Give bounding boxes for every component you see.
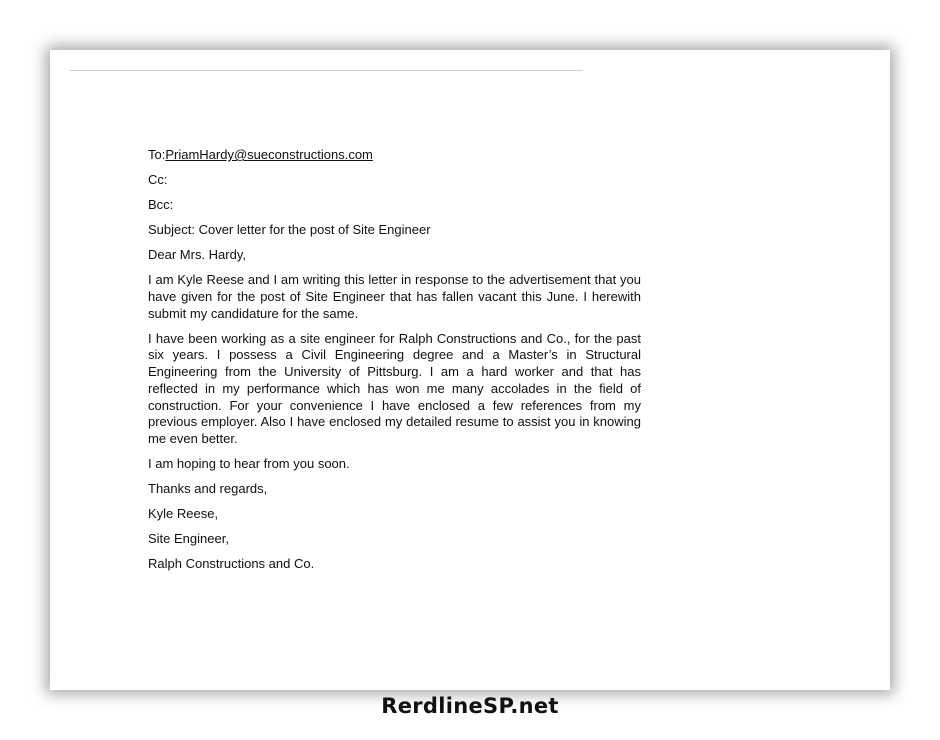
salutation: Dear Mrs. Hardy, <box>148 246 246 262</box>
site-watermark: RerdlineSP.net <box>381 694 559 718</box>
signoff: Thanks and regards, <box>148 481 268 497</box>
document-page <box>50 50 890 690</box>
header-rule <box>70 70 583 71</box>
paragraph-1: I am Kyle Reese and I am writing this letter in response to the advertisement that you have given for the post of Site Engineer that has fallen vacant this June. I herewith submit my candidature for the same. <box>148 271 641 321</box>
to-line <box>148 147 641 164</box>
letter-body <box>148 147 641 581</box>
subject-line: Subject: Cover letter for the post of Site Engineer <box>148 221 431 237</box>
recipient-email-link[interactable]: PriamHardy@sueconstructions.com <box>165 147 373 162</box>
bcc-line: Bcc: <box>148 196 174 212</box>
to-label: To: <box>148 147 166 162</box>
paragraph-2: I have been working as a site engineer for Ralph Constructions and Co., for the past six years. I possess a Civil Engineering degree and a Master’s in Structural Engineering from the University of Pittsburg. I am a hard worker and that has reflected in my performance which has won me many accolades in the field of construction. For your convenience I have enclosed a few references from my previous employer. Also I have enclosed my detailed resume to assist you in knowing me even better. <box>148 330 641 447</box>
signer-company: Ralph Constructions and Co. <box>148 556 315 572</box>
closing-line: I am hoping to hear from you soon. <box>148 456 350 472</box>
signer-name: Kyle Reese, <box>148 506 219 522</box>
cc-line: Cc: <box>148 171 168 187</box>
signer-title: Site Engineer, <box>148 531 229 547</box>
